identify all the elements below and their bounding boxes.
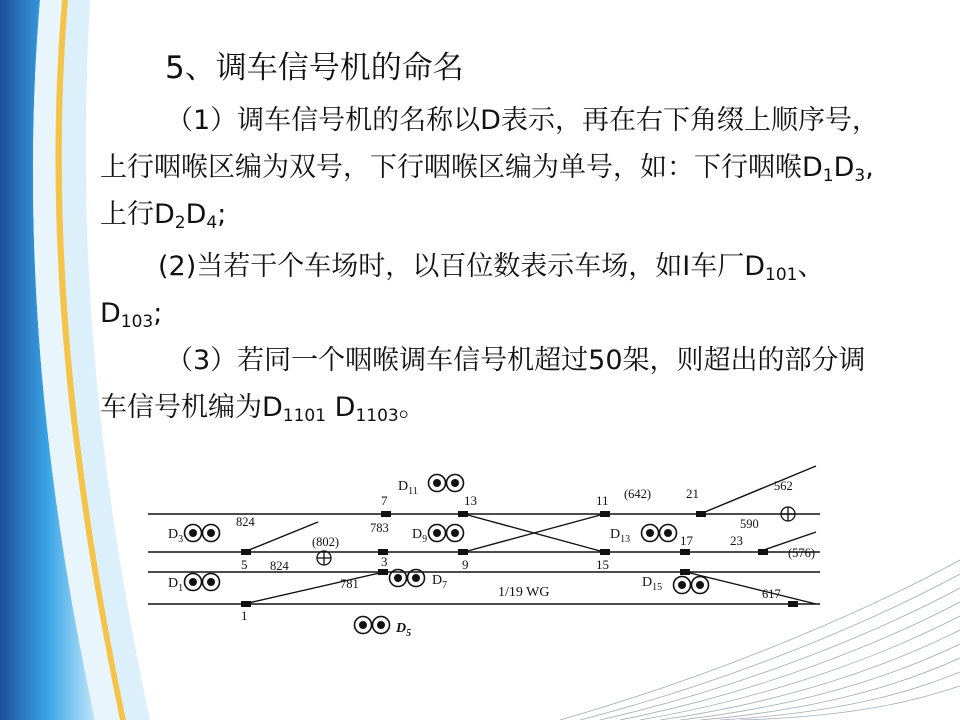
length-label: 783 (370, 521, 389, 535)
p3-text-b: D (326, 392, 356, 423)
p1-text-e: ; (217, 199, 227, 230)
length-label: 617 (762, 587, 781, 601)
switch-number: 1 (241, 608, 248, 623)
turnout-label: 1/19 WG (498, 585, 550, 600)
signal-label-d11: $D_{11}$ (398, 479, 418, 497)
p2-text-a: (2)当若干个车场时，以百位数表示车场，如Ⅰ车厂D (158, 251, 765, 282)
signal-d1-icon (185, 574, 220, 591)
length-label: 562 (774, 479, 793, 493)
switch-number: 13 (464, 493, 477, 508)
length-label: (576) (788, 546, 816, 560)
signal-d9-icon (429, 525, 464, 542)
signal-d5-icon (355, 617, 390, 634)
switch-number: 23 (730, 533, 743, 548)
paragraph-2 (100, 243, 880, 337)
signal-d13-icon (642, 525, 677, 542)
length-label: (802) (312, 535, 340, 549)
switch-number: 7 (381, 493, 388, 508)
p1-sub-2: 2 (174, 213, 186, 233)
signal-label-d13: $D_{13}$ (610, 527, 631, 545)
signal-label-d3: $D_3$ (168, 527, 184, 545)
length-label: (642) (624, 487, 652, 501)
p3-sub-1101: 1101 (282, 406, 327, 426)
p1-sub-3: 3 (854, 166, 866, 186)
p1-sub-1: 1 (822, 166, 834, 186)
signal-d15-icon (674, 577, 709, 594)
p1-sub-4: 4 (206, 213, 218, 233)
signal-label-d5: $D_5$ (396, 621, 412, 639)
signal-d3-icon (185, 525, 220, 542)
p3-text-c: 。 (398, 392, 426, 423)
p1-text-b: D (833, 152, 855, 183)
length-label: 781 (340, 577, 359, 591)
p1-text-a: （1）调车信号机的名称以D表示，再在右下角缀上顺序号，上行咽喉区编为双号，下行咽喉区编为单号，如：下行咽喉D (100, 105, 879, 183)
p3-sub-1103: 1103 (355, 406, 399, 426)
signal-label-d7: $D_7$ (432, 573, 448, 591)
p3-text-a: （3）若同一个咽喉调车信号机超过50架，则超出的部分调车信号机编为D (100, 345, 866, 423)
length-label: 590 (740, 517, 759, 531)
signal-label-d15: $D_{15}$ (642, 575, 663, 593)
length-label: 824 (236, 515, 255, 529)
track-lines (148, 466, 820, 604)
signal-label-d1: $D_1$ (168, 576, 184, 594)
switch-number: 15 (596, 557, 609, 572)
signal-label-d9: $D_9$ (412, 527, 428, 545)
p2-sub-103: 103 (120, 312, 154, 332)
switch-number: 3 (381, 554, 388, 569)
p1-text-d: D (185, 199, 207, 230)
yard-track-diagram (148, 460, 828, 650)
switch-number: 21 (686, 486, 699, 501)
paragraph-3 (100, 337, 880, 431)
slide-title: 5、调车信号机的命名 (165, 50, 464, 86)
switch-number: 9 (462, 557, 469, 572)
signal-d11-icon (429, 475, 464, 492)
length-label: 824 (270, 559, 289, 573)
p2-text-c: ; (153, 298, 163, 329)
p2-text-b: 、D (100, 251, 825, 329)
switch-number: 11 (596, 493, 609, 508)
switch-number: 5 (241, 557, 248, 572)
p2-sub-101: 101 (765, 265, 798, 285)
p1-text-c: ,上行D (100, 152, 874, 230)
paragraph-1 (100, 97, 880, 238)
switch-number: 17 (680, 533, 693, 548)
